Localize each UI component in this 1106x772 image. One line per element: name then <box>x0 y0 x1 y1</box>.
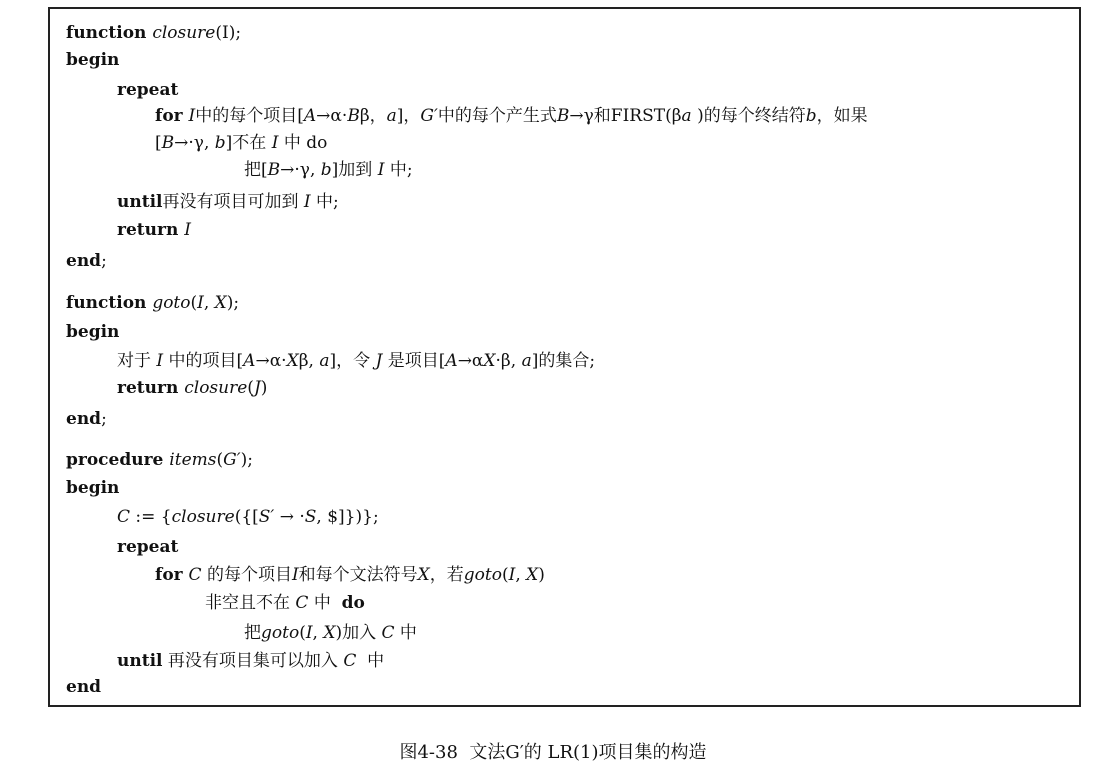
code-text: 非空且不在 <box>205 593 296 613</box>
code-text: 中 <box>394 623 417 643</box>
code-text: ]， <box>396 106 421 126</box>
code-text: b <box>320 160 332 180</box>
code-text: → · <box>274 507 305 527</box>
code-text: , $]})}; <box>316 507 379 527</box>
code-keyword: return <box>117 220 185 240</box>
code-line <box>66 677 101 697</box>
code-keyword: procedure <box>66 450 170 470</box>
code-text: 再没有项目可加到 <box>162 192 304 212</box>
code-text: ({[ <box>234 507 259 527</box>
code-text: I <box>184 220 191 240</box>
code-text: )加入 <box>335 623 382 643</box>
code-text: I <box>271 133 279 153</box>
code-text: ]，令 <box>329 351 376 371</box>
code-keyword: do <box>341 593 365 613</box>
code-text: ·β, <box>495 351 522 371</box>
code-text: 把 <box>244 623 261 643</box>
code-text: ( <box>247 378 254 398</box>
code-text: G′ <box>223 450 241 470</box>
code-text: C <box>343 651 357 671</box>
code-line <box>155 565 545 585</box>
code-text: 再没有项目集可以加入 <box>162 651 344 671</box>
code-text: 把[ <box>244 160 268 180</box>
code-text: closure <box>171 507 235 527</box>
code-text: ); <box>226 293 240 313</box>
code-text: →·γ, <box>174 133 215 153</box>
code-text: X <box>526 565 539 585</box>
code-line <box>244 623 417 643</box>
code-text: β, <box>298 351 320 371</box>
code-text: X <box>214 293 227 313</box>
code-text: b <box>805 106 817 126</box>
code-line <box>117 651 384 671</box>
code-text: I <box>291 565 299 585</box>
code-text: →·γ, <box>280 160 321 180</box>
code-line <box>117 220 191 240</box>
code-text: S′ <box>258 507 275 527</box>
code-text: ，如果 <box>816 106 868 126</box>
code-text: 中 do <box>278 133 328 153</box>
code-keyword: end <box>66 251 102 271</box>
code-text: ，若 <box>429 565 464 585</box>
code-text: ; <box>101 409 107 429</box>
code-line <box>66 409 107 429</box>
code-keyword: end <box>66 677 102 697</box>
code-text: ( <box>501 565 509 585</box>
code-text: β， <box>359 106 387 126</box>
code-keyword: repeat <box>117 80 179 100</box>
code-line <box>66 450 253 470</box>
code-text: 中的项目[ <box>163 351 244 371</box>
code-text: a <box>319 351 330 371</box>
code-text: J <box>253 378 261 398</box>
code-text: ( <box>299 623 306 643</box>
code-text: A <box>303 106 317 126</box>
code-keyword: until <box>117 192 163 212</box>
code-keyword: end <box>66 409 102 429</box>
code-text: , <box>203 293 215 313</box>
code-line <box>155 106 868 126</box>
code-text: X <box>323 623 336 643</box>
code-text: →γ和FIRST(β <box>569 106 682 126</box>
code-text: closure <box>184 378 248 398</box>
code-text: a <box>681 106 692 126</box>
code-line <box>155 133 327 153</box>
code-line <box>66 251 107 271</box>
code-text: a <box>386 106 397 126</box>
code-text: := { <box>130 507 172 527</box>
code-line <box>66 23 241 43</box>
code-text: C <box>295 593 309 613</box>
code-keyword: return <box>117 378 185 398</box>
code-line <box>205 593 365 613</box>
code-text: ( <box>190 293 198 313</box>
code-text: 是项目[ <box>382 351 446 371</box>
code-keyword: repeat <box>117 537 179 557</box>
code-text: X <box>483 351 496 371</box>
code-text: ); <box>240 450 253 470</box>
code-text: ]的集合; <box>531 351 596 371</box>
code-text: A <box>445 351 458 371</box>
code-text: b <box>214 133 226 153</box>
code-text: J <box>375 351 383 371</box>
code-keyword: begin <box>66 322 120 342</box>
code-line <box>66 50 119 70</box>
code-text: ) <box>538 565 545 585</box>
code-line <box>117 351 595 371</box>
code-line <box>117 378 267 398</box>
code-text: ]不在 <box>225 133 272 153</box>
code-line <box>117 537 178 557</box>
code-text: I <box>377 160 385 180</box>
code-keyword: until <box>117 651 163 671</box>
code-keyword: for <box>155 565 189 585</box>
code-text: B <box>267 160 281 180</box>
code-text: goto <box>152 293 191 313</box>
code-text: I <box>305 623 313 643</box>
code-line <box>66 293 239 313</box>
code-line <box>66 478 119 498</box>
code-text: [ <box>155 133 162 153</box>
code-line <box>117 80 178 100</box>
code-line <box>117 507 379 527</box>
code-line <box>117 192 339 212</box>
code-text: goto <box>463 565 502 585</box>
code-text: a <box>521 351 532 371</box>
code-text: C <box>117 507 131 527</box>
code-text: X <box>417 565 430 585</box>
code-text: B <box>161 133 175 153</box>
code-text: C <box>381 623 395 643</box>
code-text: , <box>515 565 527 585</box>
code-line <box>66 322 119 342</box>
code-text: ]加到 <box>331 160 378 180</box>
code-text: , <box>312 623 324 643</box>
code-text: →α· <box>255 351 287 371</box>
code-text: B <box>347 106 360 126</box>
code-keyword: for <box>155 106 189 126</box>
code-text: I <box>188 106 196 126</box>
code-text: A <box>243 351 256 371</box>
code-keyword: begin <box>66 50 120 70</box>
code-text: ; <box>101 251 107 271</box>
code-text: 中 <box>356 651 385 671</box>
code-text: G′ <box>420 106 438 126</box>
code-text: 中 <box>308 593 342 613</box>
code-line <box>244 160 413 180</box>
code-text: 中; <box>310 192 339 212</box>
code-text: 中的每个产生式 <box>437 106 557 126</box>
figure-caption: 图4-38 文法G′的 LR(1)项目集的构造 <box>399 742 707 763</box>
code-text: B <box>556 106 570 126</box>
code-text: I <box>508 565 516 585</box>
code-text: I <box>303 192 311 212</box>
code-text: 中的每个项目[ <box>195 106 304 126</box>
code-text: I <box>156 351 164 371</box>
code-text: I <box>197 293 204 313</box>
code-text: items <box>169 450 217 470</box>
code-text: ) <box>260 378 268 398</box>
code-text: ( <box>216 450 224 470</box>
code-text: →α <box>457 351 484 371</box>
code-text: 对于 <box>117 351 157 371</box>
code-text: →α· <box>316 106 348 126</box>
code-keyword: function <box>66 23 153 43</box>
code-text: 的每个项目 <box>201 565 292 585</box>
code-text: closure <box>152 23 216 43</box>
code-keyword: function <box>66 293 153 313</box>
code-text: 和每个文法符号 <box>298 565 418 585</box>
code-text: goto <box>261 623 300 643</box>
code-text: )的每个终结符 <box>691 106 806 126</box>
code-text: X <box>286 351 299 371</box>
code-text: C <box>188 565 202 585</box>
code-keyword: begin <box>66 478 120 498</box>
code-text: 中; <box>384 160 413 180</box>
code-text: S <box>304 507 317 527</box>
code-text: (I); <box>215 23 242 43</box>
